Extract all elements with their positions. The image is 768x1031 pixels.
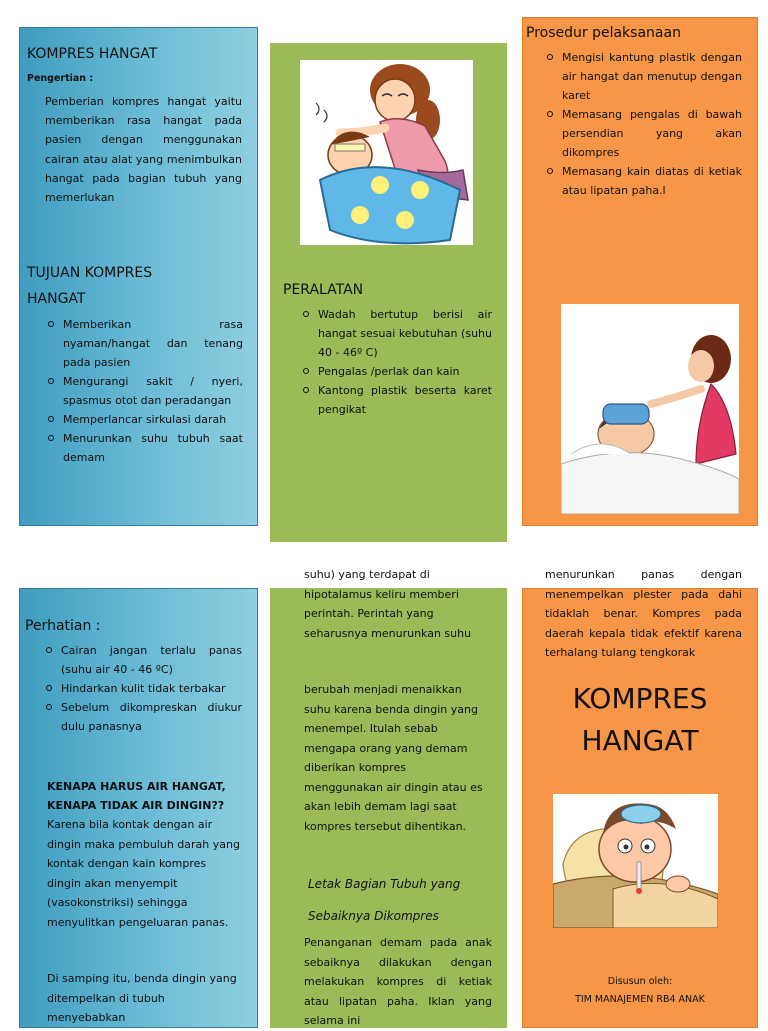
tujuan-list [47, 315, 243, 467]
panel1-title: KOMPRES HANGAT [27, 46, 158, 62]
tim-label: TIM MANAJEMEN RB4 ANAK [575, 994, 705, 1005]
prosedur-list [546, 48, 742, 200]
peralatan-title: PERALATAN [283, 282, 364, 298]
peralatan-list [302, 305, 492, 419]
berubah-text: berubah menjadi menaikkan suhu karena benda dingin yang menempel. Itulah sebab mengapa orang yang demam diberikan kompres menggunakan air dingin atau es akan lebih demam lagi saat kompres tersebut dihentikan. [304, 683, 483, 833]
nurse-patient-illustration [561, 304, 739, 514]
pengertian-text: Pemberian kompres hangat yaitu memberikan rasa hangat pada pasien dengan menggunakan cairan atau alat yang menimbulkan hangat pada bagian tubuh yang memerlukan [45, 95, 242, 205]
tujuan-item: Mengurangi sakit / nyeri, spasmus otot dan peradangan [47, 372, 243, 410]
prosedur-title: Prosedur pelaksanaan [526, 25, 681, 41]
tujuan-title-line2: HANGAT [27, 291, 86, 307]
pengertian-label: Pengertian : [27, 73, 94, 84]
prosedur-item: Memasang kain diatas di ketiak atau lipatan paha.l [546, 162, 742, 200]
cont-text-suhu: suhu) yang terdapat di hipotalamus keliru memberi perintah. Perintah yang seharusnya menurunkan suhu [304, 568, 472, 640]
cover-title-line2: HANGAT [581, 724, 699, 757]
prosedur-item: Memasang pengalas di bawah persendian yang akan dikompres [546, 105, 742, 162]
mother-child-illustration [300, 60, 473, 245]
kenapa-heading-line1: KENAPA HARUS AIR HANGAT, [47, 780, 226, 793]
peralatan-item: Pengalas /perlak dan kain [302, 362, 492, 381]
perhatian-item: Sebelum dikompreskan diukur dulu panasnya [45, 698, 242, 736]
perhatian-item: Cairan jangan terlalu panas (suhu air 40 - 46 ºC) [45, 641, 242, 679]
tujuan-title-line1: TUJUAN KOMPRES [27, 265, 153, 281]
perhatian-title: Perhatian : [25, 618, 101, 634]
kenapa-heading-line2: KENAPA TIDAK AIR DINGIN?? [47, 799, 225, 812]
letak-heading-line1: Letak Bagian Tubuh yang [308, 877, 461, 891]
perhatian-item: Hindarkan kulit tidak terbakar [45, 679, 242, 698]
sick-child-illustration [553, 794, 718, 928]
penanganan-text: Penanganan demam pada anak sebaiknya dilakukan dengan melakukan kompres di ketiak atau lipatan paha. Iklan yang selama ini [304, 936, 492, 1027]
letak-heading-line2: Sebaiknya Dikompres [308, 909, 439, 923]
peralatan-item: Kantong plastik beserta karet pengikat [302, 381, 492, 419]
kenapa-text: Karena bila kontak dengan air dingin maka pembuluh darah yang kontak dengan kain kompres dingin akan menyempit (vasokonstriksi) sehingga menyulitkan pengeluaran panas. [47, 818, 240, 929]
tujuan-item: Memperlancar sirkulasi darah [47, 410, 243, 429]
prosedur-item: Mengisi kantung plastik dengan air hangat dan menutup dengan karet [546, 48, 742, 105]
tujuan-item: Memberikan rasa nyaman/hangat dan tenang pada pasien [47, 315, 243, 372]
cover-title-line1: KOMPRES [572, 682, 708, 715]
perhatian-list [45, 641, 242, 736]
tujuan-item: Menurunkan suhu tubuh saat demam [47, 429, 243, 467]
disusun-label: Disusun oleh: [607, 976, 673, 987]
peralatan-item: Wadah bertutup berisi air hangat sesuai kebutuhan (suhu 40 - 46º C) [302, 305, 492, 362]
cont-text-plester: menurunkan panas dengan menempelkan plester pada dahi tidaklah benar. Kompres pada daerah kepala tidak efektif karena terhalang tulang tengkorak [545, 568, 742, 659]
samping-text: Di samping itu, benda dingin yang ditempelkan di tubuh menyebabkan [47, 972, 237, 1024]
